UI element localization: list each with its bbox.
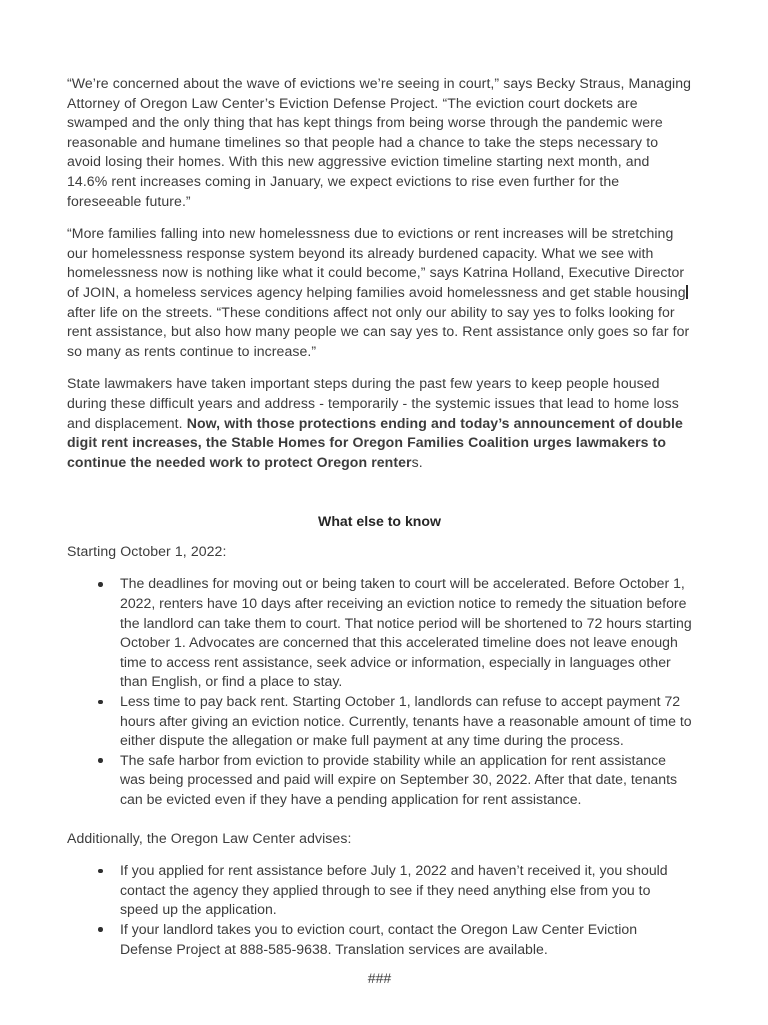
end-of-release-marker: ### xyxy=(367,970,392,987)
text-cursor-caret xyxy=(686,285,688,299)
paragraph-quote-straus xyxy=(67,74,692,211)
spacer-between-lists xyxy=(67,810,692,829)
list-item-text: If you applied for rent assistance before July 1, 2022 and haven’t received it, you should contact the agency they applied through to see if they need anything else from you to speed up the application. xyxy=(120,862,668,918)
bullet-dot-icon xyxy=(98,927,103,932)
bullet-dot-icon xyxy=(98,758,103,763)
paragraph-quote-holland xyxy=(67,224,692,361)
list-item-text: The deadlines for moving out or being taken to court will be accelerated. Before October 1, 2022, renters have 10 days after receiving an eviction notice to remedy the situation before the landlord can take them to court. That notice period will be shortened to 72 hours starting October 1. Advocates are concerned that this accelerated timeline does not leave enough time to access rent assistance, seek advice or information, especially in languages other than English, or find a place to stay. xyxy=(120,575,692,690)
list-item-text: If your landlord takes you to eviction court, contact the Oregon Law Center Eviction Defense Project at 888-585-9638. Translation services are available. xyxy=(120,920,638,957)
lawmakers-tail-text: s. xyxy=(411,453,423,470)
list-item xyxy=(67,692,692,751)
section-heading-what-else-to-know: What else to know xyxy=(318,513,441,530)
list-item xyxy=(67,751,692,810)
list-item xyxy=(67,861,692,920)
list-item-text: Less time to pay back rent. Starting October 1, landlords can refuse to accept payment 72 hours after giving an eviction notice. Currently, tenants have a reasonable amount of time to either dispute the allegation or make full payment at any time during the process. xyxy=(120,693,692,749)
quote-holland-text-after-caret: after life on the streets. “These conditions affect not only our ability to say yes to folks looking for rent assistance, but also how many people we can say yes to. Rent assistance only goes so far for so many as rents continue to increase.” xyxy=(67,303,690,359)
spacer-after-heading xyxy=(67,532,692,542)
spacer-before-end-marker xyxy=(67,959,692,969)
bullet-list-olc-advises xyxy=(67,861,692,959)
lawmakers-bold-call-to-action: Now, with those protections ending and today’s announcement of double digit rent increases, the Stable Homes for Oregon Families Coalition urges lawmakers to continue the needed work to protect Oregon renter xyxy=(67,414,683,470)
bullet-dot-icon xyxy=(98,869,103,874)
quote-straus-text: “We’re concerned about the wave of evictions we’re seeing in court,” says Becky Straus, Managing Attorney of Oregon Law Center’s Eviction Defense Project. “The eviction court dockets are swamped and the only thing that has kept things from being worse through the pandemic were reasonable and humane timelines so that people had a chance to take the steps necessary to avoid losing their homes. With this new aggressive eviction timeline starting next month, and 14.6% rent increases coming in January, we expect evictions to rise even further for the foreseeable future.” xyxy=(67,75,692,209)
paragraph-lawmakers xyxy=(67,374,692,472)
bullet-dot-icon xyxy=(98,700,103,705)
list-item-text: The safe harbor from eviction to provide stability while an application for rent assistance was being processed and paid will expire on September 30, 2022. After that date, tenants can be evicted even if they have a pending application for rent assistance. xyxy=(120,751,678,807)
spacer-before-heading xyxy=(67,484,692,512)
list-item xyxy=(67,920,692,959)
bullet-list-starting-october xyxy=(67,574,692,809)
list-item xyxy=(67,574,692,692)
list-one-intro: Starting October 1, 2022: xyxy=(67,542,227,559)
list-two-intro: Additionally, the Oregon Law Center advises: xyxy=(67,829,352,846)
quote-holland-text-before-caret: “More families falling into new homelessness due to evictions or rent increases will be stretching our homelessness response system beyond its already burdened capacity. What we see with homelessness now is nothing like what it could become,” says Katrina Holland, Executive Director of JOIN, a homeless services agency helping families avoid homelessness and get stable housing xyxy=(67,225,686,300)
document-body[interactable] xyxy=(67,74,692,989)
lawmakers-lead-text: State lawmakers have taken important steps during the past few years to keep people housed during these difficult years and address - temporarily - the systemic issues that lead to home loss and displacement. xyxy=(67,375,679,431)
bullet-dot-icon xyxy=(98,582,103,587)
